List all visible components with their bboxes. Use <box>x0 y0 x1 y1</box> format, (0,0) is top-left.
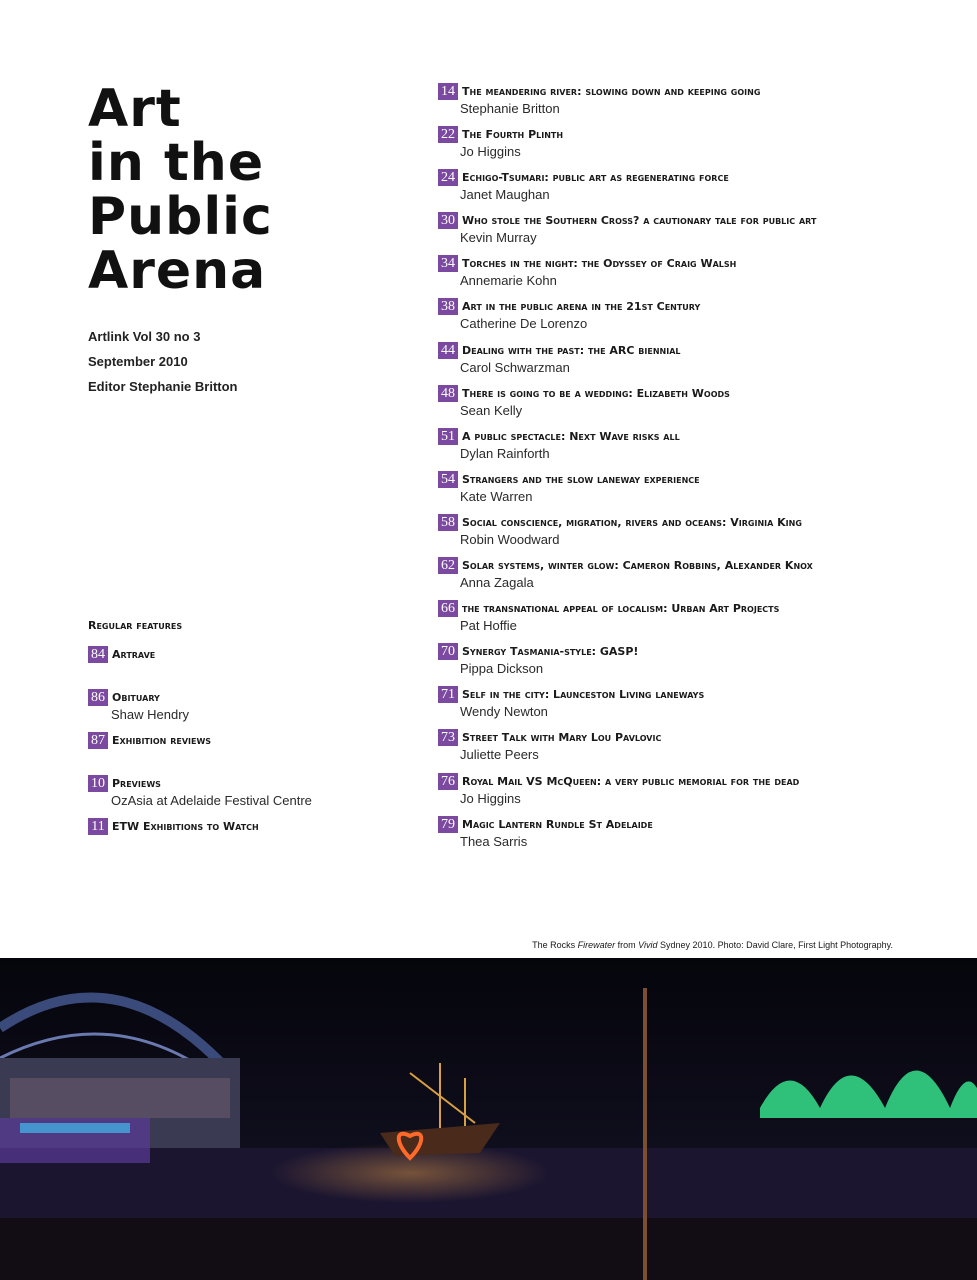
crowd <box>0 1218 977 1280</box>
toc-entry[interactable] <box>438 514 958 557</box>
toc-entry[interactable] <box>438 600 958 643</box>
features-heading: Regular features <box>88 619 183 632</box>
feature-entry[interactable] <box>88 775 408 808</box>
article-author: Annemarie Kohn <box>460 273 557 289</box>
page-number: 11 <box>88 818 108 835</box>
article-author: Pat Hoffie <box>460 618 517 634</box>
page-number: 62 <box>438 557 458 574</box>
article-title[interactable]: A public spectacle: Next Wave risks all <box>462 429 680 443</box>
feature-title[interactable]: ETW Exhibitions to Watch <box>112 820 259 833</box>
article-author: Pippa Dickson <box>460 661 544 677</box>
building-lights <box>10 1078 230 1118</box>
article-author: Kevin Murray <box>460 230 537 246</box>
toc-entry[interactable] <box>438 643 958 686</box>
article-title[interactable]: Dealing with the past: the ARC biennial <box>462 343 681 357</box>
article-author: Janet Maughan <box>460 187 550 203</box>
toc-entry[interactable] <box>438 686 958 729</box>
toc-entry[interactable] <box>438 212 958 255</box>
title-line-3: Public <box>88 187 273 247</box>
article-author: Dylan Rainforth <box>460 445 550 461</box>
issue-info <box>88 324 238 399</box>
pavilion-lights <box>20 1123 130 1133</box>
article-author: Jo Higgins <box>460 144 521 160</box>
toc-entry[interactable] <box>438 385 958 428</box>
article-title[interactable]: Strangers and the slow laneway experience <box>462 472 700 486</box>
article-title[interactable]: the transnational appeal of localism: Urban Art Projects <box>462 602 780 616</box>
toc-entry[interactable] <box>438 126 958 169</box>
title-line-2: in the <box>88 133 265 193</box>
page-title <box>88 79 273 301</box>
vivid-sydney-illustration <box>0 958 977 1280</box>
article-author: Thea Sarris <box>460 833 528 849</box>
toc-entry[interactable] <box>438 169 958 212</box>
feature-subtitle: Shaw Hendry <box>111 707 190 722</box>
page-number: 30 <box>438 212 458 229</box>
feature-entry[interactable] <box>88 646 408 664</box>
article-title[interactable]: The meandering river: slowing down and keeping going <box>462 85 761 98</box>
toc-entry[interactable] <box>438 773 958 816</box>
page-number: 48 <box>438 385 458 402</box>
article-author: Stephanie Britton <box>460 101 560 116</box>
page-number: 84 <box>88 646 108 663</box>
article-author: Carol Schwarzman <box>460 359 570 375</box>
toc-entry[interactable] <box>438 729 958 772</box>
article-title[interactable]: The Fourth Plinth <box>462 128 564 142</box>
feature-title[interactable]: Artrave <box>112 648 156 661</box>
toc-entry[interactable] <box>438 557 958 600</box>
toc-entry[interactable] <box>438 298 958 341</box>
article-title[interactable]: Magic Lantern Rundle St Adelaide <box>462 817 653 831</box>
table-of-contents <box>438 83 958 859</box>
article-title[interactable]: There is going to be a wedding: Elizabeth Woods <box>462 386 730 400</box>
toc-entry[interactable] <box>438 816 958 859</box>
page-number: 79 <box>438 816 458 833</box>
page-number: 22 <box>438 126 458 143</box>
article-title[interactable]: Art in the public arena in the 21st Century <box>462 300 701 314</box>
article-author: Robin Woodward <box>460 531 560 547</box>
page-number: 54 <box>438 471 458 488</box>
feature-entry[interactable] <box>88 732 408 750</box>
page-number: 86 <box>88 689 108 706</box>
page-number: 14 <box>438 83 458 100</box>
toc-entry[interactable] <box>438 83 958 126</box>
page-number: 38 <box>438 298 458 315</box>
article-author: Catherine De Lorenzo <box>460 316 588 332</box>
article-title[interactable]: Royal Mail VS McQueen: a very public memorial for the dead <box>462 774 800 788</box>
article-author: Wendy Newton <box>460 704 548 720</box>
toc-entry[interactable] <box>438 255 958 298</box>
page-number: 24 <box>438 169 458 186</box>
feature-title[interactable]: Exhibition reviews <box>112 734 212 747</box>
title-line-1: Art <box>88 79 182 139</box>
article-author: Kate Warren <box>460 488 533 504</box>
article-title[interactable]: Self in the city: Launceston Living laneways <box>462 688 705 702</box>
page-number: 70 <box>438 643 458 660</box>
regular-features <box>88 618 312 834</box>
page-number: 71 <box>438 686 458 703</box>
page-number: 66 <box>438 600 458 617</box>
photo-caption <box>532 938 893 952</box>
feature-entry[interactable] <box>88 818 408 836</box>
feature-entry[interactable] <box>88 689 408 722</box>
article-author: Anna Zagala <box>460 575 534 591</box>
article-author: Juliette Peers <box>460 747 539 763</box>
caption-suffix: Sydney 2010. Photo: David Clare, First Light Photography. <box>657 940 893 950</box>
title-line-4: Arena <box>88 241 267 301</box>
toc-entry[interactable] <box>438 342 958 385</box>
article-title[interactable]: Synergy Tasmania-style: GASP! <box>462 645 639 659</box>
caption-event: Vivid <box>638 940 658 950</box>
article-title[interactable]: Solar systems, winter glow: Cameron Robbins, Alexander Knox <box>462 559 813 573</box>
feature-title[interactable]: Obituary <box>112 691 160 704</box>
feature-title[interactable]: Previews <box>112 777 161 790</box>
caption-work: Firewater <box>577 940 616 950</box>
article-title[interactable]: Street Talk with Mary Lou Pavlovic <box>462 731 662 745</box>
caption-middle: from <box>615 940 639 950</box>
article-title[interactable]: Echigo-Tsumari: public art as regenerating force <box>462 171 729 185</box>
page-number: 10 <box>88 775 108 792</box>
issue-editor: Editor Stephanie Britton <box>88 379 238 394</box>
caption-prefix: The Rocks <box>532 940 578 950</box>
page-number: 44 <box>438 342 458 359</box>
page-number: 34 <box>438 255 458 272</box>
toc-entry[interactable] <box>438 471 958 514</box>
issue-date: September 2010 <box>88 354 188 369</box>
issue-volume: Artlink Vol 30 no 3 <box>88 329 201 344</box>
article-title[interactable]: Social conscience, migration, rivers and oceans: Virginia King <box>462 515 802 529</box>
toc-entry[interactable] <box>438 428 958 471</box>
page-number: 87 <box>88 732 108 749</box>
page-number: 76 <box>438 773 458 790</box>
feature-subtitle: OzAsia at Adelaide Festival Centre <box>111 793 312 808</box>
article-title[interactable]: Torches in the night: the Odyssey of Craig Walsh <box>462 257 737 271</box>
page-number: 58 <box>438 514 458 531</box>
article-author: Sean Kelly <box>460 402 523 418</box>
article-title[interactable]: Who stole the Southern Cross? a cautionary tale for public art <box>462 214 817 228</box>
page-number: 73 <box>438 729 458 746</box>
article-author: Jo Higgins <box>460 790 521 806</box>
harbour-photo <box>0 958 977 1280</box>
page-number: 51 <box>438 428 458 445</box>
